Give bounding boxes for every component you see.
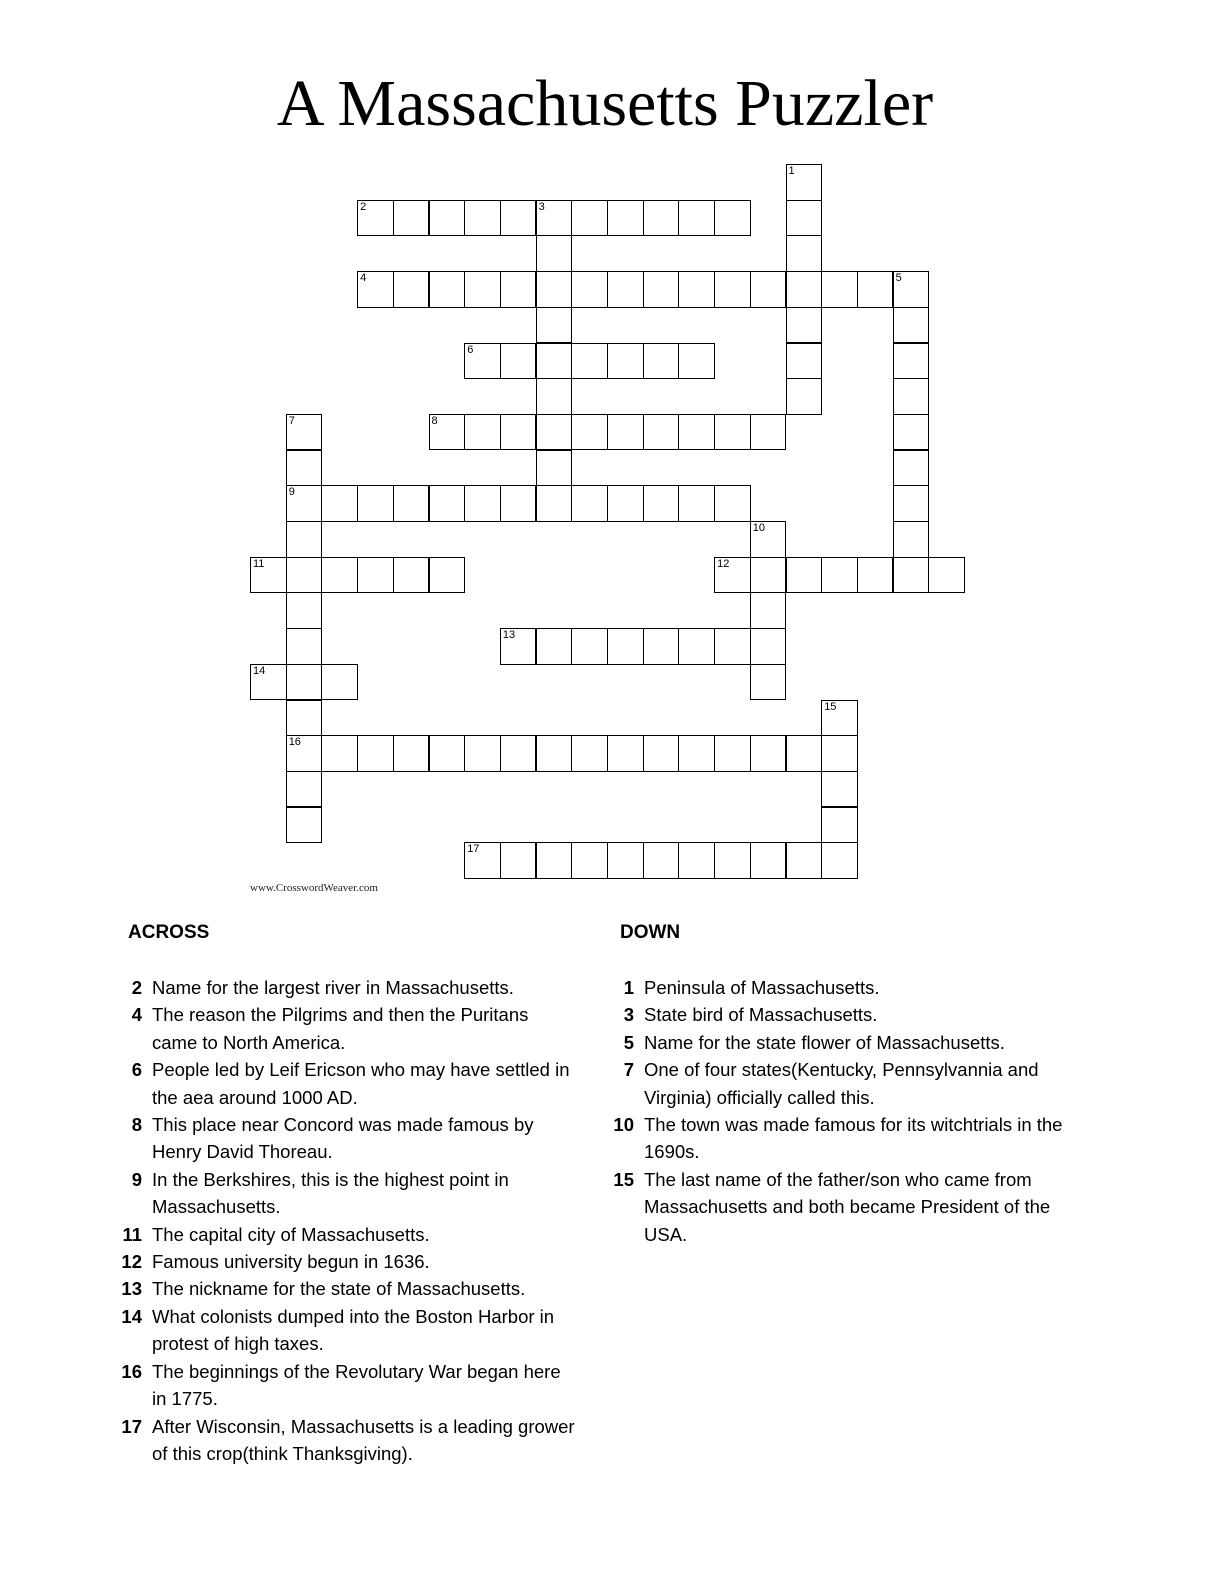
grid-cell[interactable] (750, 414, 787, 451)
grid-cell[interactable] (607, 271, 644, 308)
grid-cell[interactable] (643, 735, 680, 772)
grid-cell[interactable] (429, 414, 466, 451)
grid-cell[interactable] (286, 735, 323, 772)
grid-cell[interactable] (821, 557, 858, 594)
grid-cell[interactable] (750, 842, 787, 879)
grid-cell[interactable] (643, 414, 680, 451)
grid-cell[interactable] (357, 735, 394, 772)
across-heading: ACROSS (128, 922, 210, 943)
grid-cell[interactable] (607, 343, 644, 380)
grid-cell[interactable] (286, 485, 323, 522)
grid-cell[interactable] (464, 271, 501, 308)
grid-cell[interactable] (821, 735, 858, 772)
down-clue-item (610, 1111, 1070, 1166)
across-clue-item (118, 1303, 578, 1358)
clue-text: The beginnings of the Revolutary War began here in 1775. (152, 1360, 561, 1410)
clue-text: Famous university begun in 1636. (152, 1251, 430, 1273)
grid-cell[interactable] (500, 271, 537, 308)
cell-number: 11 (253, 557, 265, 570)
grid-cell[interactable] (714, 200, 751, 237)
cell-number: 2 (360, 200, 367, 213)
grid-cell[interactable] (821, 771, 858, 808)
cell-number: 12 (717, 557, 730, 570)
grid-cell[interactable] (429, 557, 466, 594)
grid-cell[interactable] (357, 485, 394, 522)
grid-cell[interactable] (643, 200, 680, 237)
grid-cell[interactable] (500, 343, 537, 380)
grid-cell[interactable] (821, 271, 858, 308)
grid-cell[interactable] (464, 414, 501, 451)
down-clue-item (610, 1166, 1070, 1248)
cell-number: 5 (895, 272, 902, 285)
grid-cell[interactable] (786, 235, 823, 272)
grid-cell[interactable] (750, 628, 787, 665)
clue-text: This place near Concord was made famous by Henry David Thoreau. (152, 1114, 534, 1163)
down-clue-item (610, 1056, 1070, 1111)
grid-cell[interactable] (571, 200, 608, 237)
grid-cell[interactable] (678, 485, 715, 522)
grid-cell[interactable] (714, 842, 751, 879)
grid-cell[interactable] (500, 485, 537, 522)
grid-cell[interactable] (786, 307, 823, 344)
clue-text: The nickname for the state of Massachusetts. (152, 1278, 526, 1300)
grid-cell[interactable] (536, 414, 573, 451)
grid-cell[interactable] (643, 343, 680, 380)
cell-number: 7 (288, 414, 295, 427)
clue-text: State bird of Massachusetts. (644, 1004, 878, 1026)
grid-cell[interactable] (500, 842, 537, 879)
cell-number: 15 (824, 700, 837, 713)
grid-cell[interactable] (286, 414, 323, 451)
clue-text: The town was made famous for its witchtrials in the 1690s. (644, 1114, 1063, 1163)
grid-cell[interactable] (429, 271, 466, 308)
grid-cell[interactable] (250, 664, 287, 701)
clue-text: Peninsula of Massachusetts. (644, 977, 880, 998)
grid-cell[interactable] (536, 450, 573, 487)
grid-cell[interactable] (286, 664, 323, 701)
grid-cell[interactable] (286, 450, 323, 487)
grid-cell[interactable] (500, 414, 537, 451)
grid-cell[interactable] (464, 485, 501, 522)
grid-cell[interactable] (821, 842, 858, 879)
cell-number: 16 (288, 736, 301, 749)
grid-cell[interactable] (607, 485, 644, 522)
grid-cell[interactable] (321, 485, 358, 522)
grid-cell[interactable] (393, 200, 430, 237)
grid-cell[interactable] (464, 200, 501, 237)
clue-number: 8 (131, 1114, 142, 1136)
clue-number: 12 (121, 1251, 142, 1273)
across-clue-item (118, 1413, 578, 1468)
grid-cell[interactable] (750, 557, 787, 594)
clue-number: 14 (121, 1305, 142, 1327)
grid-cell[interactable] (786, 271, 823, 308)
page-title: A Massachusetts Puzzler (276, 67, 934, 140)
grid-cell[interactable] (714, 485, 751, 522)
clue-number: 2 (131, 977, 142, 998)
cell-number: 4 (360, 272, 367, 285)
clue-number: 1 (623, 977, 634, 998)
across-clue-list (118, 974, 578, 1467)
cell-number: 3 (538, 200, 545, 213)
grid-cell[interactable] (571, 842, 608, 879)
clue-number: 17 (121, 1415, 142, 1437)
grid-cell[interactable] (500, 735, 537, 772)
clue-text: One of four states(Kentucky, Pennsylvannia and Virginia) officially called this. (644, 1059, 1039, 1108)
grid-cell[interactable] (928, 557, 965, 594)
across-clue-item (118, 974, 578, 1001)
grid-cell[interactable] (750, 735, 787, 772)
grid-cell[interactable] (571, 271, 608, 308)
grid-cell[interactable] (750, 271, 787, 308)
grid-cell[interactable] (536, 735, 573, 772)
grid-cell[interactable] (286, 700, 323, 737)
grid-cell[interactable] (536, 343, 573, 380)
grid-cell[interactable] (429, 485, 466, 522)
grid-cell[interactable] (286, 592, 323, 629)
across-clue-item (118, 1056, 578, 1111)
grid-cell[interactable] (321, 735, 358, 772)
clue-text: The capital city of Massachusetts. (152, 1223, 430, 1245)
grid-cell[interactable] (786, 343, 823, 380)
grid-cell[interactable] (786, 200, 823, 237)
grid-cell[interactable] (464, 343, 501, 380)
grid-cell[interactable] (321, 664, 358, 701)
clue-number: 15 (613, 1168, 634, 1190)
down-clue-item (610, 974, 1070, 1001)
clue-text: People led by Leif Ericson who may have settled in the aea around 1000 AD. (152, 1059, 570, 1108)
cell-number: 8 (431, 414, 438, 427)
cell-number: 14 (253, 664, 266, 677)
grid-cell[interactable] (643, 842, 680, 879)
across-clue-item (118, 1111, 578, 1166)
grid-cell[interactable] (821, 807, 858, 844)
grid-cell[interactable] (786, 557, 823, 594)
clue-text: The reason the Pilgrims and then the Puritans came to North America. (152, 1004, 529, 1053)
down-clue-item (610, 1029, 1070, 1056)
across-clue-item (118, 1001, 578, 1056)
grid-cell[interactable] (643, 628, 680, 665)
grid-cell[interactable] (893, 521, 930, 558)
grid-cell[interactable] (571, 628, 608, 665)
grid-cell[interactable] (893, 343, 930, 380)
grid-cell[interactable] (714, 735, 751, 772)
clue-number: 13 (121, 1278, 142, 1300)
clue-text: Name for the state flower of Massachusetts. (644, 1031, 1005, 1053)
clue-number: 11 (122, 1223, 142, 1245)
grid-cell[interactable] (571, 485, 608, 522)
grid-cell[interactable] (607, 628, 644, 665)
grid-cell[interactable] (678, 628, 715, 665)
clue-text: After Wisconsin, Massachusetts is a leading grower of this crop(think Thanksgiving). (152, 1415, 575, 1464)
grid-cell[interactable] (678, 735, 715, 772)
grid-cell[interactable] (393, 271, 430, 308)
grid-cell[interactable] (893, 557, 930, 594)
cell-number: 1 (788, 165, 795, 177)
grid-cell[interactable] (893, 271, 930, 308)
grid-cell[interactable] (678, 343, 715, 380)
grid-cell[interactable] (714, 557, 751, 594)
clue-text: Name for the largest river in Massachusetts. (152, 977, 514, 998)
grid-cell[interactable] (643, 485, 680, 522)
grid-cell[interactable] (607, 414, 644, 451)
grid-cell[interactable] (393, 485, 430, 522)
grid-cell[interactable] (750, 521, 787, 558)
down-clue-item (610, 1001, 1070, 1028)
grid-cell[interactable] (536, 200, 573, 237)
across-clue-item (118, 1248, 578, 1275)
grid-cell[interactable] (393, 557, 430, 594)
grid-cell[interactable] (286, 557, 323, 594)
down-clue-list (610, 974, 1070, 1248)
grid-cell[interactable] (571, 414, 608, 451)
across-clue-item (118, 1275, 578, 1302)
grid-cell[interactable] (786, 378, 823, 415)
cell-number: 9 (288, 486, 295, 499)
grid-cell[interactable] (429, 735, 466, 772)
grid-cell[interactable] (750, 592, 787, 629)
cell-number: 10 (752, 522, 766, 534)
down-heading: DOWN (620, 922, 681, 943)
across-clue-item (118, 1166, 578, 1221)
clue-number: 3 (623, 1004, 634, 1026)
clue-number: 5 (623, 1031, 634, 1053)
clue-number: 6 (131, 1059, 142, 1081)
grid-cell[interactable] (286, 771, 323, 808)
clue-number: 4 (131, 1004, 142, 1026)
across-clue-item (118, 1221, 578, 1248)
clue-number: 10 (613, 1114, 634, 1136)
grid-cell[interactable] (464, 842, 501, 879)
grid-cell[interactable] (357, 271, 394, 308)
grid-cell[interactable] (857, 557, 894, 594)
grid-cell[interactable] (821, 700, 858, 737)
clue-number: 16 (121, 1360, 142, 1382)
grid-cell[interactable] (286, 807, 323, 844)
grid-cell[interactable] (893, 378, 930, 415)
grid-cell[interactable] (786, 735, 823, 772)
grid-cell[interactable] (321, 557, 358, 594)
cell-number: 6 (467, 343, 474, 356)
grid-cell[interactable] (678, 414, 715, 451)
clue-number: 9 (131, 1168, 142, 1190)
cell-number: 13 (502, 629, 516, 642)
grid-cell[interactable] (536, 307, 573, 344)
grid-cell[interactable] (500, 200, 537, 237)
grid-cell[interactable] (250, 557, 287, 594)
grid-cell[interactable] (571, 343, 608, 380)
grid-cell[interactable] (607, 200, 644, 237)
grid-cell[interactable] (357, 200, 394, 237)
grid-cell[interactable] (393, 735, 430, 772)
grid-cell[interactable] (678, 271, 715, 308)
grid-cell[interactable] (893, 307, 930, 344)
grid-cell[interactable] (857, 271, 894, 308)
grid-cell[interactable] (536, 271, 573, 308)
grid-cell[interactable] (357, 557, 394, 594)
grid-cell[interactable] (464, 735, 501, 772)
grid-cell[interactable] (714, 414, 751, 451)
grid-cell[interactable] (893, 450, 930, 487)
grid-cell[interactable] (571, 735, 608, 772)
grid-cell[interactable] (786, 164, 823, 201)
grid-cell[interactable] (286, 628, 323, 665)
grid-cell[interactable] (536, 378, 573, 415)
grid-cell[interactable] (643, 271, 680, 308)
grid-cell[interactable] (286, 521, 323, 558)
grid-cell[interactable] (536, 842, 573, 879)
grid-cell[interactable] (786, 842, 823, 879)
grid-cell[interactable] (536, 485, 573, 522)
cell-number: 17 (467, 843, 480, 856)
grid-cell[interactable] (607, 735, 644, 772)
grid-cell[interactable] (714, 271, 751, 308)
grid-cell[interactable] (678, 200, 715, 237)
grid-cell[interactable] (893, 414, 930, 451)
site-credit: www.CrosswordWeaver.com (250, 882, 378, 894)
clue-text: What colonists dumped into the Boston Harbor in protest of high taxes. (152, 1305, 555, 1355)
grid-cell[interactable] (536, 628, 573, 665)
grid-cell[interactable] (678, 842, 715, 879)
grid-cell[interactable] (750, 664, 787, 701)
grid-cell[interactable] (536, 235, 573, 272)
clue-text: In the Berkshires, this is the highest point in Massachusetts. (152, 1168, 509, 1218)
grid-cell[interactable] (500, 628, 537, 665)
clue-number: 7 (623, 1059, 634, 1081)
grid-cell[interactable] (714, 628, 751, 665)
grid-cell[interactable] (429, 200, 466, 237)
clue-text: The last name of the father/son who came from Massachusetts and both became President of the USA. (644, 1168, 1051, 1245)
across-clue-item (118, 1358, 578, 1413)
grid-cell[interactable] (893, 485, 930, 522)
grid-cell[interactable] (607, 842, 644, 879)
